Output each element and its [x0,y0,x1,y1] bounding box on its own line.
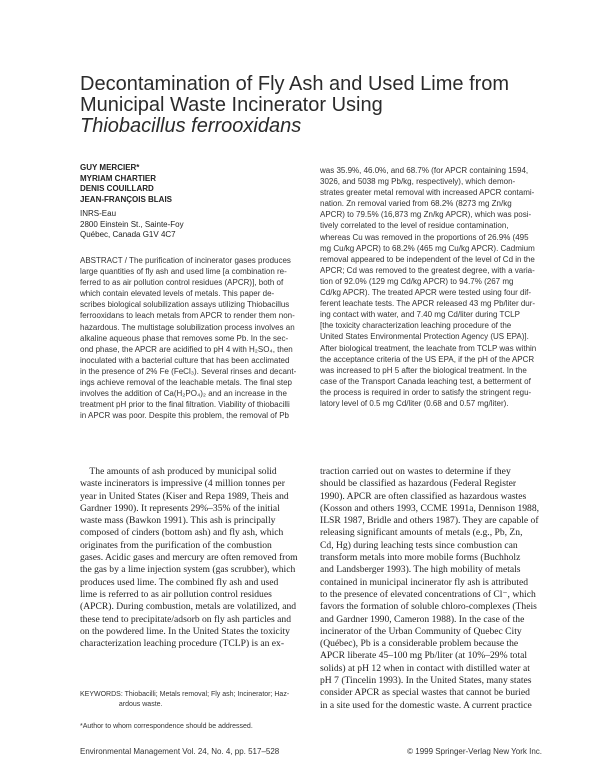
body-line: (Québec), Pb is a considerable problem because the [320,638,519,650]
body-line: incinerator of the Urban Community of Quebec City [320,625,522,637]
abstract-line: treatment pH prior to the final filtration. Viability of thiobacilli [80,400,290,410]
keywords [80,690,310,709]
abstract-line: whereas Cu was removed in the proportions of 26.9% (495 [320,232,529,242]
abstract-line: which contain elevated levels of metals. This paper de- [80,289,275,299]
abstract-line: Cd/kg APCR). The treated APCR were tested using four dif- [320,288,532,298]
abstract-line: strates greater metal removal with increased APCR contami- [320,188,535,198]
body-text-right-column [320,466,552,712]
abstract-right-column [320,165,550,409]
abstract-line: case of the Transport Canada leaching test, a betterment of [320,376,531,386]
affiliation-line: INRS-Eau [80,209,117,218]
abstract-line: tively correlated to the level of residue contamination, [320,221,509,231]
body-line: gases. Acidic gases and mercury are often removed from [80,552,298,564]
abstract-line: ing contact with water, and 7.40 mg Cd/liter during TCLP [320,310,520,320]
body-line: 1990). APCR are often classified as hazardous wastes [320,490,527,502]
affiliation-line: Québec, Canada G1V 4C7 [80,230,176,239]
author-name: JEAN-FRANÇOIS BLAIS [80,194,173,204]
body-line: transform metals into more mobile forms (Buchholz [320,552,521,564]
body-line: these tend to precipitate/adsorb on fly ash particles and [80,613,291,625]
abstract-line: 3026, and 5038 mg Pb/kg, respectively), which demon- [320,177,516,187]
abstract-line: After biological treatment, the leachate from TCLP was within [320,343,537,353]
abstract-line: APCR; Cd was removed to the greatest degree, with a varia- [320,265,535,275]
abstract-line: mg Cu/kg APCR) to 68.2% (465 mg Cu/kg APCR). Cadmium [320,243,535,253]
abstract-line: APCR) to 79.5% (16,873 mg Zn/kg APCR), which was posi- [320,210,532,220]
affiliation [80,209,310,241]
abstract-line: scribes biological solubilization assays utilizing Thiobacillus [80,300,290,310]
journal-citation: Environmental Management Vol. 24, No. 4, pp. 517–528 [80,747,280,756]
body-line: to the presence of elevated concentrations of Cl⁻, which [320,588,536,600]
body-line: traction carried out on wastes to determine if they [320,466,511,477]
keywords-line: ardous waste. [80,700,163,708]
abstract-line: was increased to pH 5 after the biological treatment. In the [320,365,527,375]
body-line: The amounts of ash produced by municipal solid [80,466,277,477]
author-name: GUY MERCIER* [80,163,140,172]
abstract-line: the acceptance criteria of the US EPA, if the pH of the APCR [320,354,535,364]
body-line: Cd, Hg) during leaching tests since combustion can [320,539,518,551]
abstract-line: latory level of 0.5 mg Cd/liter (0.68 and 0.57 mg/liter). [320,398,509,408]
body-line: (APCR). During combustion, metals are volatilized, and [80,601,297,613]
abstract-line: alkaline aqueous phase that removes some Pb. In the sec- [80,333,289,343]
body-line: produces used lime. The combined fly ash and used [80,576,279,588]
abstract-line: ings achieve removal of the leachable metals. The final step [80,378,292,388]
body-line: on the powdered lime. In the United States the toxicity [80,625,290,637]
abstract-line: ABSTRACT / The purification of incinerator gases produces [80,256,291,265]
title-line-1: Decontamination of Fly Ash and Used Lime from [80,73,510,95]
body-line: lime is referred to as air pollution control residues [80,588,272,600]
author-name: MYRIAM CHARTIER [80,173,156,183]
abstract-line: inoculated with a bacterial culture that has been acclimated [80,355,290,365]
abstract-line: was 35.9%, 46.0%, and 68.7% (for APCR containing 1594, [320,166,529,175]
author-name: DENIS COUILLARD [80,184,154,193]
body-line: waste mass (Bawkon 1991). This ash is principally [80,515,276,527]
body-line: waste incinerators is impressive (4 million tonnes per [80,478,285,490]
article-title [80,74,550,137]
abstract-line: ferrooxidans to leach metals from APCR to render them non- [80,311,295,321]
body-line: pH 7 (Tincelin 1993). In the United States, many states [320,675,532,687]
body-line: year in United States (Kiser and Repa 1989, Theis and [80,490,289,502]
body-line: (Kosson and others 1993, CCME 1991a, Dennison 1988, [320,502,540,514]
abstract-line: ferent leachate tests. The APCR released 43 mg Pb/liter dur- [320,299,536,309]
body-line: Gardner 1990). It represents 29%–35% of the initial [80,502,280,514]
body-line: releasing significant amounts of metals (e.g., Pb, Zn, [320,527,523,539]
affiliation-line: 2800 Einstein St., Sainte-Foy [80,219,184,229]
title-line-3: Thiobacillus ferrooxidans [80,115,302,137]
body-line: APCR liberate 45–100 mg Pb/liter (at 10%–29% total [320,650,528,662]
title-line-2: Municipal Waste Incinerator Using [80,94,383,116]
abstract-line: hazardous. The multistage solubilization process involves an [80,322,295,332]
body-line: consider APCR as special wastes that cannot be buried [320,687,530,699]
body-text-left-column [80,466,312,650]
keywords-line: KEYWORDS: Thiobacilli; Metals removal; Fly ash; Incinerator; Haz- [80,691,290,698]
abstract-line: the process is required in order to satisfy the stringent regu- [320,387,532,397]
abstract-line: United States Environmental Protection Agency (US EPA)]. [320,332,529,342]
abstract-line: large quantities of fly ash and used lime [a combination re- [80,267,287,277]
body-line: should be classified as hazardous (Federal Register [320,478,517,490]
footnote: *Author to whom correspondence should be addressed. [80,723,253,730]
abstract-line: in the presence of 2% Fe (FeCl₃). Several rinses and decant- [80,366,297,376]
abstract-line: nation. Zn removal varied from 68.2% (8273 mg Zn/kg [320,199,512,209]
abstract-line: ond phase, the APCR are acidified to pH 4 with H₂SO₄, then [80,344,293,354]
body-line: in a site used for the domestic waste. A current practice [320,699,532,711]
abstract-line: ferred to as air pollution control residues (APCR)], both of [80,278,284,288]
body-line: the gas by a lime injection system (gas scrubber), which [80,564,296,576]
author-list [80,163,310,205]
abstract-line: involves the addition of Ca(H₂PO₄)₂ and an increase in the [80,389,287,399]
body-line: contained in municipal incinerator fly ash is attributed [320,576,529,588]
body-line: favors the formation of soluble chloro-complexes (Theis [320,601,537,613]
body-line: composed of cinders (bottom ash) and fly ash, which [80,527,284,539]
abstract-left-column [80,255,310,421]
body-line: and Gardner 1990, Cameron 1988). In the case of the [320,613,525,625]
abstract-line: tion of 92.0% (129 mg Cd/kg APCR) to 94.7% (267 mg [320,276,514,286]
body-line: solids) at pH 12 when in contact with distilled water at [320,662,530,674]
abstract-line: [the toxicity characterization leaching procedure of the [320,321,512,331]
body-line: characterization leaching procedure (TCLP) is an ex- [80,638,285,650]
body-line: originates from the purification of the combustion [80,539,272,551]
body-line: and Landsberger 1993). The high mobility of metals [320,564,521,576]
body-line: ILSR 1987, Bridle and others 1987). They are capable of [320,515,539,527]
abstract-line: removal appeared to be independent of the level of Cd in the [320,254,535,264]
abstract-line: in APCR was poor. Despite this problem, the removal of Pb [80,411,289,421]
copyright-notice: © 1999 Springer-Verlag New York Inc. [407,747,542,756]
